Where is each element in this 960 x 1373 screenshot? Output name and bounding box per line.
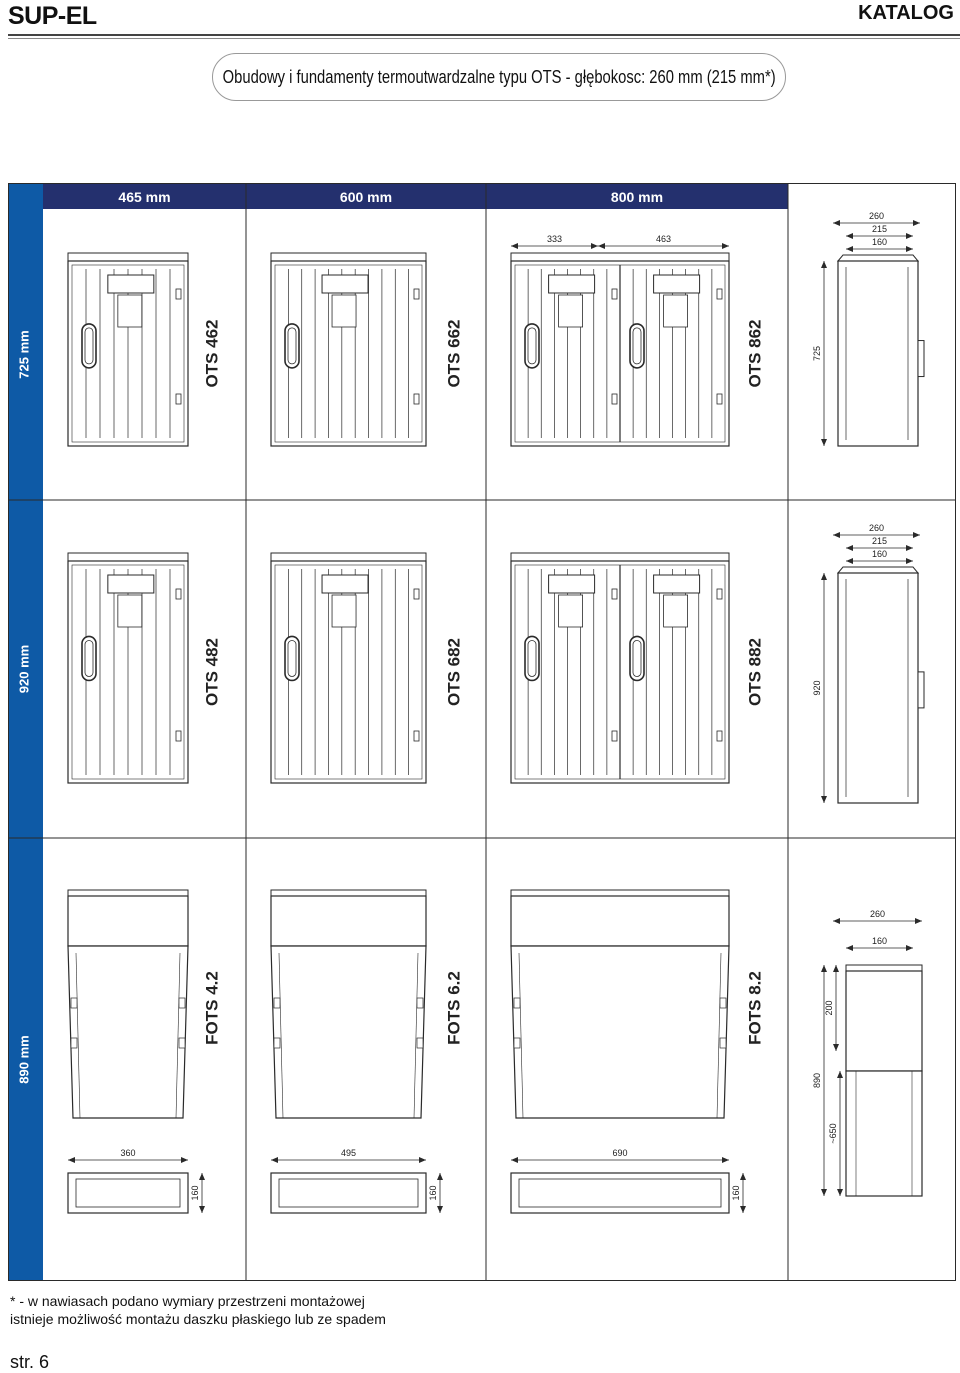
side-view-725-dim-depth-215-label: 215 — [871, 224, 888, 234]
dim-foundation-side-650-arrow-start — [837, 1071, 843, 1078]
dim-foundation-width-2-label: 690 — [612, 1148, 628, 1158]
side-view-725-dim-height-arrow-end — [821, 439, 827, 446]
side-view-725-dim-depth-260-arrow-end — [913, 220, 920, 226]
hinge — [612, 394, 617, 404]
cabinet-OTS 662 — [271, 253, 426, 446]
foundation-FOTS 6.2 — [271, 890, 426, 1118]
foundation-upper — [271, 896, 426, 946]
dim-foundation-plan-depth-1-arrow-start — [437, 1173, 443, 1180]
meter-window — [549, 575, 595, 593]
foundation-clip — [274, 1038, 280, 1048]
cabinet-roof — [68, 253, 188, 261]
side-roof — [838, 255, 918, 261]
dim-foundation-side-650-arrow-end — [837, 1189, 843, 1196]
foundation-FOTS 8.2 — [511, 890, 729, 1118]
door-handle-icon — [630, 324, 644, 368]
side-view-725-dim-depth-260-label: 260 — [868, 211, 885, 221]
side-view-725-dim-depth-215-arrow-start — [846, 233, 853, 239]
foundation-cap — [271, 890, 426, 896]
door-handle-icon — [82, 636, 96, 680]
model-label-1-1: OTS 682 — [444, 637, 464, 707]
hinge — [414, 731, 419, 741]
model-label-2-0: FOTS 4.2 — [202, 971, 222, 1045]
hinge — [176, 289, 181, 299]
side-view-920-dim-depth-215-label: 215 — [871, 536, 888, 546]
header-rule — [8, 34, 960, 36]
side-view-725-dim-depth-260-arrow-start — [833, 220, 840, 226]
foundation-clip — [71, 998, 77, 1008]
dim-door-left-arrow-start — [511, 243, 518, 249]
cabinet-OTS 862 — [511, 253, 729, 446]
dim-foundation-side-160-arrow-end — [906, 945, 913, 951]
dim-foundation-side-650-label: ~650 — [828, 1123, 838, 1144]
section-label: KATALOG — [858, 2, 954, 24]
door-handle-icon — [525, 636, 539, 680]
side-view-725-dim-depth-160-label: 160 — [871, 237, 888, 247]
dim-foundation-side-260-label: 260 — [869, 909, 886, 919]
side-view-920-dim-height-label: 920 — [812, 680, 822, 696]
dim-foundation-width-1-label: 495 — [340, 1148, 357, 1158]
foundation-FOTS 4.2 — [68, 890, 188, 1118]
model-label-0-1: OTS 662 — [444, 319, 464, 388]
side-view-920-dim-depth-160-arrow-end — [906, 558, 913, 564]
door-handle-icon — [630, 636, 644, 680]
foundation-upper — [68, 896, 188, 946]
meter-slot — [559, 595, 583, 627]
cabinet-OTS 682 — [271, 553, 426, 783]
column-header-0: 465 mm — [118, 189, 171, 205]
hinge — [717, 589, 722, 599]
dim-foundation-side-260-arrow-start — [833, 918, 840, 924]
door-handle-icon — [285, 636, 299, 680]
dim-foundation-plan-depth-1-label: 160 — [428, 1185, 438, 1201]
page-title: Obudowy i fundamenty termoutwardzalne typu OTS - głębokosc: 260 mm (215 mm*) — [222, 66, 776, 87]
cabinet-OTS 462 — [68, 253, 188, 446]
model-label-2-2: FOTS 8.2 — [745, 971, 765, 1045]
hinge — [717, 731, 722, 741]
foundation-clip — [720, 1038, 726, 1048]
side-view-920-dim-height-arrow-end — [821, 796, 827, 803]
model-label-0-0: OTS 462 — [202, 319, 222, 388]
dim-foundation-width-1-arrow-end — [419, 1157, 426, 1163]
dim-foundation-plan-depth-1-arrow-end — [437, 1206, 443, 1213]
cabinet-roof — [271, 253, 426, 261]
cabinet-roof — [511, 253, 729, 261]
meter-window — [108, 575, 154, 593]
foundation-clip — [179, 998, 185, 1008]
meter-window — [549, 275, 595, 293]
meter-slot — [664, 595, 688, 627]
dim-foundation-side-890-arrow-end — [821, 1189, 827, 1196]
dim-foundation-plan-depth-0-label: 160 — [190, 1185, 200, 1201]
dim-foundation-plan-depth-2-arrow-start — [740, 1173, 746, 1180]
hinge — [414, 289, 419, 299]
side-view-920 — [838, 567, 924, 803]
door-handle-icon — [82, 324, 96, 368]
cabinet-OTS 882 — [511, 553, 729, 783]
cabinet-roof — [271, 553, 426, 561]
dim-foundation-plan-depth-0-arrow-end — [199, 1206, 205, 1213]
meter-window — [654, 275, 700, 293]
foundation-cap — [511, 890, 729, 896]
hinge — [176, 589, 181, 599]
dim-foundation-plan-depth-2-label: 160 — [731, 1185, 741, 1201]
foundation-upper — [511, 896, 729, 946]
hinge — [612, 589, 617, 599]
footnote-line-2: istnieje możliwość montażu daszku płaskiego lub ze spadem — [10, 1311, 386, 1327]
hinge — [717, 289, 722, 299]
meter-window — [108, 275, 154, 293]
cabinet-roof — [511, 553, 729, 561]
header-rule-thin — [8, 38, 960, 39]
dim-foundation-plan-depth-2-arrow-end — [740, 1206, 746, 1213]
dim-foundation-side-160-label: 160 — [871, 936, 888, 946]
dim-foundation-side-200-label: 200 — [824, 1000, 834, 1016]
hinge — [176, 731, 181, 741]
dim-foundation-width-2-arrow-end — [722, 1157, 729, 1163]
meter-slot — [559, 295, 583, 327]
side-view-725-dim-height-label: 725 — [812, 345, 822, 362]
side-view-725-dim-height-arrow-start — [821, 261, 827, 268]
column-header-1: 600 mm — [339, 189, 393, 205]
side-view-920-dim-depth-215-arrow-end — [906, 545, 913, 551]
hinge — [414, 394, 419, 404]
door-handle-icon — [285, 324, 299, 368]
dim-foundation-side-890-label: 890 — [812, 1072, 822, 1089]
side-view-920-dim-depth-260-arrow-start — [833, 532, 840, 538]
foundation-clip — [417, 1038, 423, 1048]
cabinet-roof — [68, 553, 188, 561]
foundation-clip — [71, 1038, 77, 1048]
side-view-920-dim-depth-160-arrow-start — [846, 558, 853, 564]
column-header-2: 800 mm — [610, 189, 664, 205]
dim-door-right-arrow-start — [598, 243, 605, 249]
footnote-line-1: * - w nawiasach podano wymiary przestrzeni montażowej — [10, 1293, 365, 1309]
row-height-label-2: 890 mm — [16, 1035, 32, 1084]
dim-foundation-side-890-arrow-start — [821, 965, 827, 972]
meter-slot — [118, 595, 142, 627]
row-height-label-0: 725 mm — [16, 330, 32, 379]
foundation-lower — [511, 946, 729, 1118]
meter-window — [322, 575, 368, 593]
foundation-clip — [514, 1038, 520, 1048]
meter-slot — [118, 295, 142, 327]
row-height-label-1: 920 mm — [16, 644, 32, 694]
dim-foundation-width-2-arrow-start — [511, 1157, 518, 1163]
dim-foundation-width-1-arrow-start — [271, 1157, 278, 1163]
side-view-920-dim-depth-215-arrow-start — [846, 545, 853, 551]
door-handle-icon — [525, 324, 539, 368]
model-label-2-1: FOTS 6.2 — [444, 971, 464, 1045]
side-body — [838, 573, 918, 803]
dim-door-right-arrow-end — [722, 243, 729, 249]
dim-foundation-plan-depth-0-arrow-start — [199, 1173, 205, 1180]
side-handle-icon — [918, 341, 924, 377]
dim-door-left-label: 333 — [546, 234, 563, 244]
foundation-cap — [68, 890, 188, 896]
page-title-box — [212, 53, 786, 101]
meter-slot — [332, 295, 356, 327]
hinge — [612, 731, 617, 741]
dim-door-right-label: 463 — [655, 234, 672, 244]
dim-door-left-arrow-end — [591, 243, 598, 249]
brand-logo: SUP-EL — [8, 2, 97, 30]
hinge — [612, 289, 617, 299]
meter-slot — [332, 595, 356, 627]
model-label-1-2: OTS 882 — [745, 637, 765, 707]
meter-slot — [664, 295, 688, 327]
foundation-side-cap — [846, 965, 922, 971]
side-view-920-dim-depth-260-arrow-end — [913, 532, 920, 538]
cabinet-OTS 482 — [68, 553, 188, 783]
side-view-920-dim-depth-260-label: 260 — [868, 523, 885, 533]
foundation-side-upper — [846, 971, 922, 1071]
dim-foundation-side-200-arrow-start — [833, 965, 839, 972]
hinge — [176, 394, 181, 404]
foundation-side-lower — [846, 1071, 922, 1196]
side-view-725-dim-depth-160-arrow-end — [906, 246, 913, 252]
dim-foundation-width-0-label: 360 — [120, 1148, 136, 1158]
dim-foundation-side-260-arrow-end — [915, 918, 922, 924]
hinge — [414, 589, 419, 599]
side-view-725-dim-depth-160-arrow-start — [846, 246, 853, 252]
foundation-clip — [720, 998, 726, 1008]
model-label-1-0: OTS 482 — [202, 637, 222, 707]
footnote — [10, 1292, 386, 1328]
foundation-lower — [271, 946, 426, 1118]
dim-foundation-side-200-arrow-end — [833, 1044, 839, 1051]
model-label-0-2: OTS 862 — [745, 319, 765, 388]
foundation-clip — [417, 998, 423, 1008]
foundation-clip — [274, 998, 280, 1008]
foundation-clip — [179, 1038, 185, 1048]
catalog-table — [8, 183, 956, 1283]
dim-foundation-width-0-arrow-end — [181, 1157, 188, 1163]
meter-window — [654, 575, 700, 593]
foundation-clip — [514, 998, 520, 1008]
side-view-920-dim-depth-160-label: 160 — [871, 549, 888, 559]
side-handle-icon — [918, 672, 924, 708]
side-roof — [838, 567, 918, 573]
side-view-725-dim-depth-215-arrow-end — [906, 233, 913, 239]
side-view-920-dim-height-arrow-start — [821, 573, 827, 580]
foundation-lower — [68, 946, 188, 1118]
side-body — [838, 261, 918, 446]
side-view-725 — [838, 255, 924, 446]
dim-foundation-width-0-arrow-start — [68, 1157, 75, 1163]
page-number: str. 6 — [10, 1352, 50, 1372]
dim-foundation-side-160-arrow-start — [846, 945, 853, 951]
meter-window — [322, 275, 368, 293]
hinge — [717, 394, 722, 404]
